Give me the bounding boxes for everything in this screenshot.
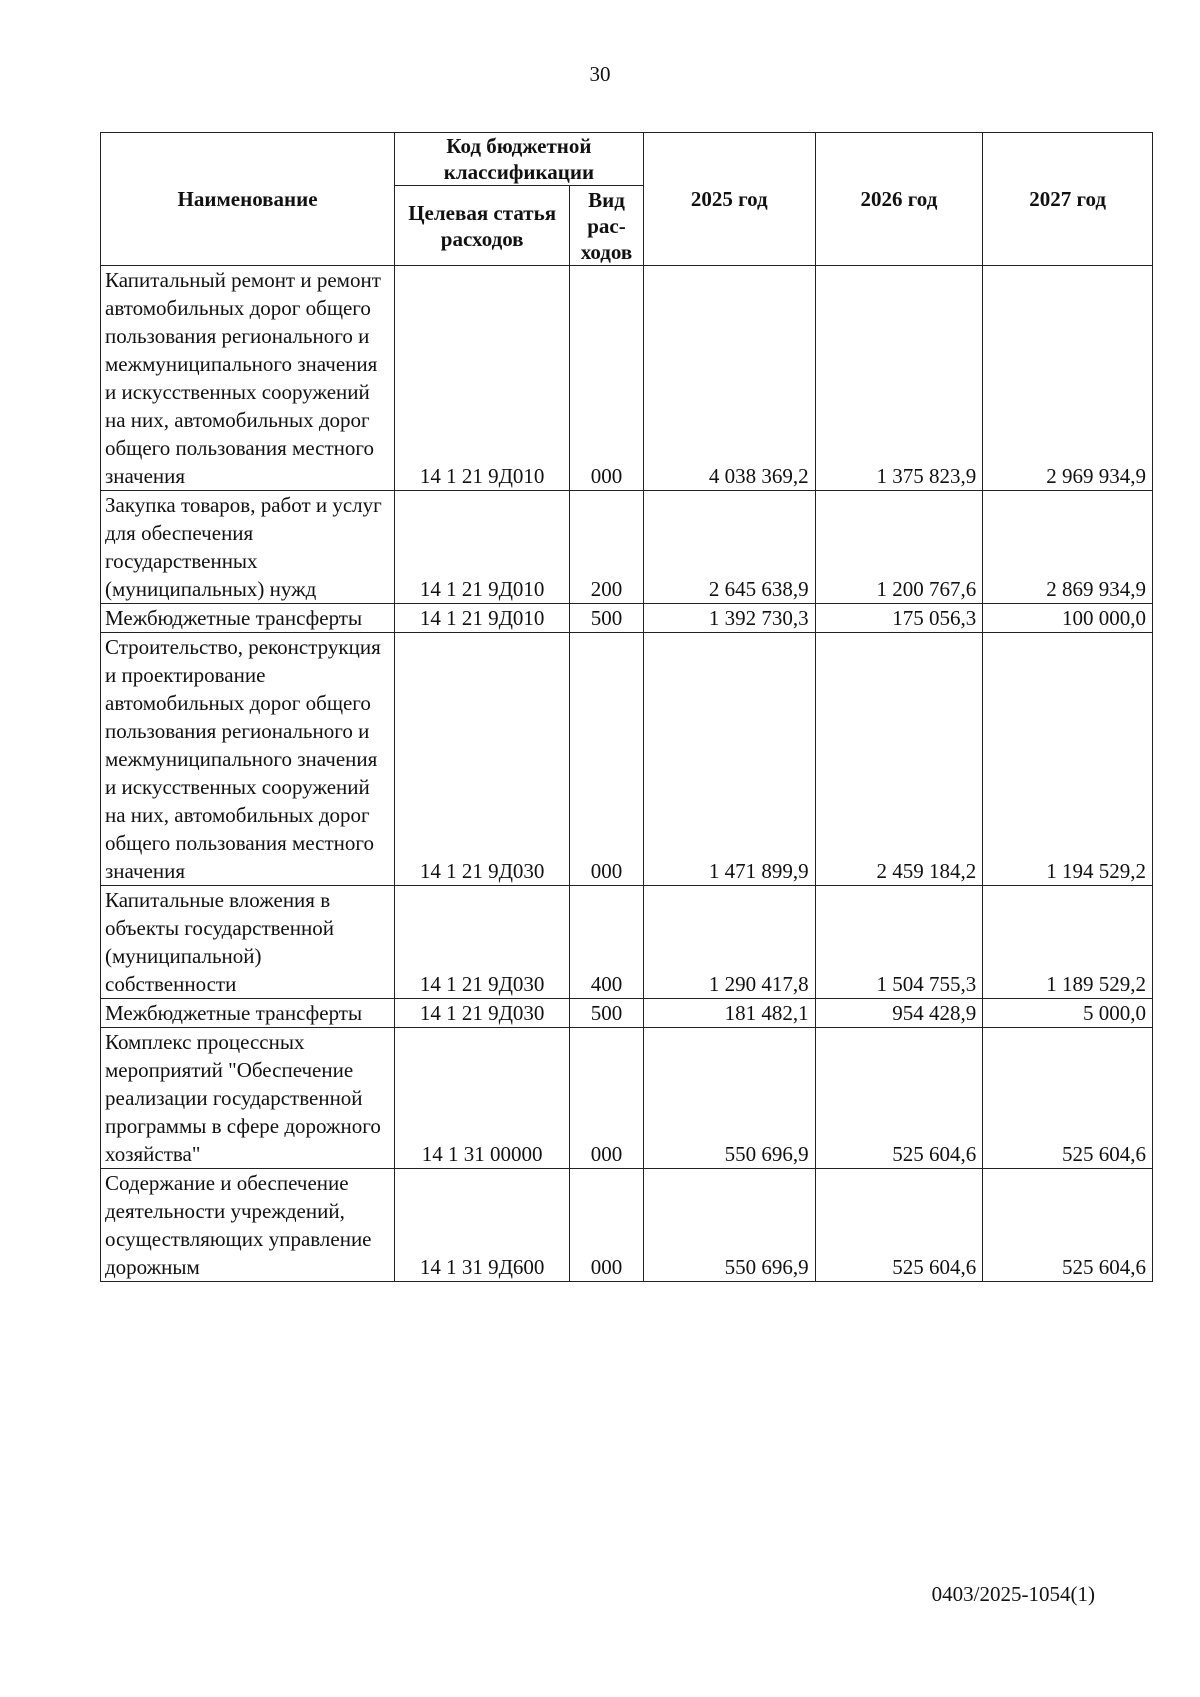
row-value-2026: 175 056,3 — [815, 604, 983, 633]
table-row — [101, 1028, 1153, 1169]
row-value-2025: 2 645 638,9 — [643, 491, 815, 604]
row-target-code: 14 1 21 9Д010 — [395, 266, 570, 491]
header-target: Целевая статья расходов — [395, 186, 570, 266]
row-value-2027: 2 869 934,9 — [983, 491, 1153, 604]
row-value-2027: 525 604,6 — [983, 1169, 1153, 1282]
row-expense-kind: 200 — [570, 491, 644, 604]
row-value-2027: 2 969 934,9 — [983, 266, 1153, 491]
row-value-2026: 954 428,9 — [815, 999, 983, 1028]
row-value-2025: 550 696,9 — [643, 1169, 815, 1282]
row-target-code: 14 1 21 9Д010 — [395, 491, 570, 604]
row-value-2027: 100 000,0 — [983, 604, 1153, 633]
row-value-2027: 1 189 529,2 — [983, 886, 1153, 999]
budget-table — [100, 132, 1153, 1282]
row-value-2025: 4 038 369,2 — [643, 266, 815, 491]
row-target-code: 14 1 21 9Д030 — [395, 999, 570, 1028]
table-row — [101, 1169, 1153, 1282]
row-value-2026: 1 504 755,3 — [815, 886, 983, 999]
header-2025: 2025 год — [643, 133, 815, 266]
row-name: Капитальный ремонт и ремонт автомобильных дорог общего пользования регионального и межмуниципального значения и искусственных сооружений на них, автомобильных дорог общего пользования местного значения — [101, 266, 395, 491]
row-value-2026: 525 604,6 — [815, 1169, 983, 1282]
header-kind: Вид рас- ходов — [570, 186, 644, 266]
row-name: Комплекс процессных мероприятий "Обеспечение реализации государственной программы в сфере дорожного хозяйства" — [101, 1028, 395, 1169]
header-code-group: Код бюджетной классификации — [395, 133, 644, 186]
row-value-2026: 1 200 767,6 — [815, 491, 983, 604]
row-target-code: 14 1 21 9Д010 — [395, 604, 570, 633]
row-expense-kind: 000 — [570, 633, 644, 886]
row-target-code: 14 1 21 9Д030 — [395, 633, 570, 886]
row-target-code: 14 1 31 00000 — [395, 1028, 570, 1169]
row-name: Межбюджетные трансферты — [101, 604, 395, 633]
row-value-2025: 1 471 899,9 — [643, 633, 815, 886]
row-target-code: 14 1 31 9Д600 — [395, 1169, 570, 1282]
row-name: Капитальные вложения в объекты государственной (муниципальной) собственности — [101, 886, 395, 999]
row-value-2025: 1 290 417,8 — [643, 886, 815, 999]
table-row — [101, 266, 1153, 491]
row-value-2026: 2 459 184,2 — [815, 633, 983, 886]
row-name: Закупка товаров, работ и услуг для обеспечения государственных (муниципальных) нужд — [101, 491, 395, 604]
row-value-2025: 181 482,1 — [643, 999, 815, 1028]
row-name: Строительство, реконструкция и проектирование автомобильных дорог общего пользования регионального и межмуниципального значения и искусственных сооружений на них, автомобильных дорог общего пользования местного значения — [101, 633, 395, 886]
header-2026: 2026 год — [815, 133, 983, 266]
header-2027: 2027 год — [983, 133, 1153, 266]
table-row — [101, 633, 1153, 886]
table-row — [101, 886, 1153, 999]
document-code: 0403/2025-1054(1) — [931, 1582, 1095, 1606]
row-value-2026: 1 375 823,9 — [815, 266, 983, 491]
row-expense-kind: 500 — [570, 999, 644, 1028]
row-value-2026: 525 604,6 — [815, 1028, 983, 1169]
table-row — [101, 604, 1153, 633]
row-value-2027: 525 604,6 — [983, 1028, 1153, 1169]
header-name: Наименование — [101, 133, 395, 266]
table-body — [101, 266, 1153, 1282]
row-target-code: 14 1 21 9Д030 — [395, 886, 570, 999]
row-name: Содержание и обеспечение деятельности учреждений, осуществляющих управление дорожным — [101, 1169, 395, 1282]
table-row — [101, 999, 1153, 1028]
row-value-2025: 1 392 730,3 — [643, 604, 815, 633]
page-number: 30 — [589, 62, 611, 86]
row-expense-kind: 000 — [570, 1028, 644, 1169]
table-row — [101, 491, 1153, 604]
row-name: Межбюджетные трансферты — [101, 999, 395, 1028]
row-value-2025: 550 696,9 — [643, 1028, 815, 1169]
row-expense-kind: 000 — [570, 1169, 644, 1282]
row-expense-kind: 500 — [570, 604, 644, 633]
row-value-2027: 1 194 529,2 — [983, 633, 1153, 886]
row-expense-kind: 400 — [570, 886, 644, 999]
row-expense-kind: 000 — [570, 266, 644, 491]
row-value-2027: 5 000,0 — [983, 999, 1153, 1028]
